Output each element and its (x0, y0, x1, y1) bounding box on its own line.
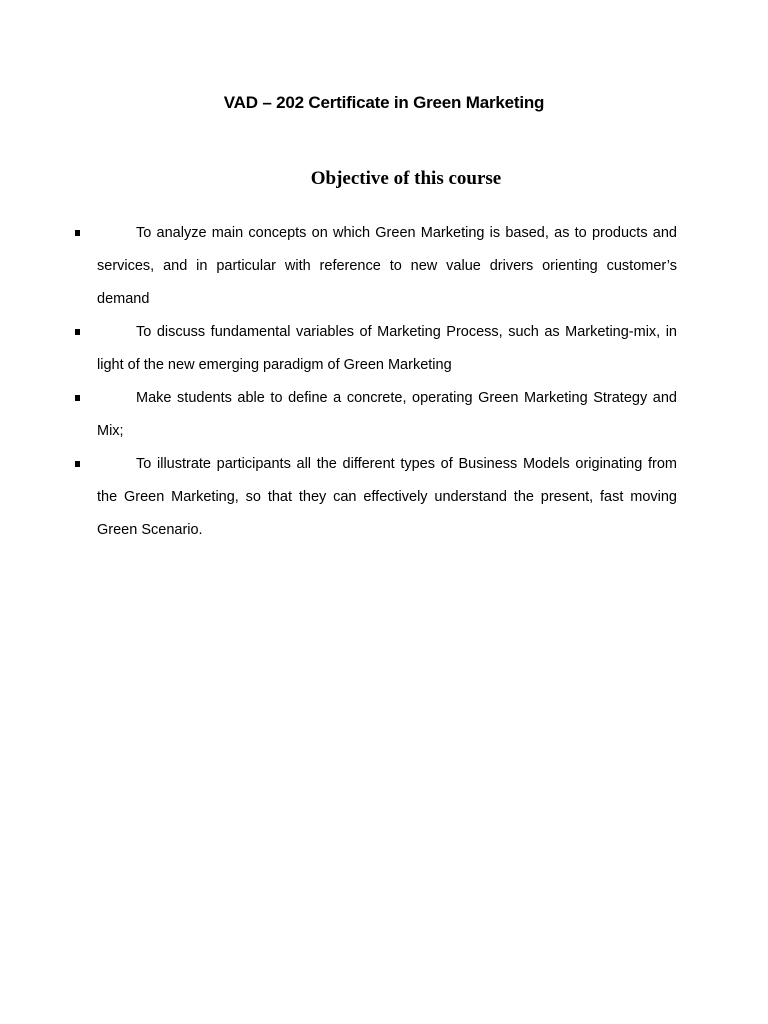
objective-item (97, 382, 677, 448)
objective-text: Make students able to define a concrete, operating Green Marketing Strategy and Mix; (97, 390, 677, 439)
square-bullet-icon (75, 329, 80, 335)
objective-item (97, 448, 677, 547)
square-bullet-icon (75, 395, 80, 401)
square-bullet-icon (75, 461, 80, 467)
objective-text: To analyze main concepts on which Green Marketing is based, as to products and services, and in particular with reference to new value drivers orienting customer’s demand (97, 225, 677, 307)
section-heading: Objective of this course (310, 168, 502, 189)
objective-text: To discuss fundamental variables of Marketing Process, such as Marketing-mix, in light of the new emerging paradigm of Green Marketing (97, 324, 677, 373)
objective-item (97, 217, 677, 316)
objective-item (97, 316, 677, 382)
square-bullet-icon (75, 230, 80, 236)
document-title: VAD – 202 Certificate in Green Marketing (223, 93, 545, 112)
objectives-list (97, 217, 677, 547)
objective-text: To illustrate participants all the different types of Business Models originating from the Green Marketing, so that they can effectively understand the present, fast moving Green Scenario. (97, 456, 677, 538)
